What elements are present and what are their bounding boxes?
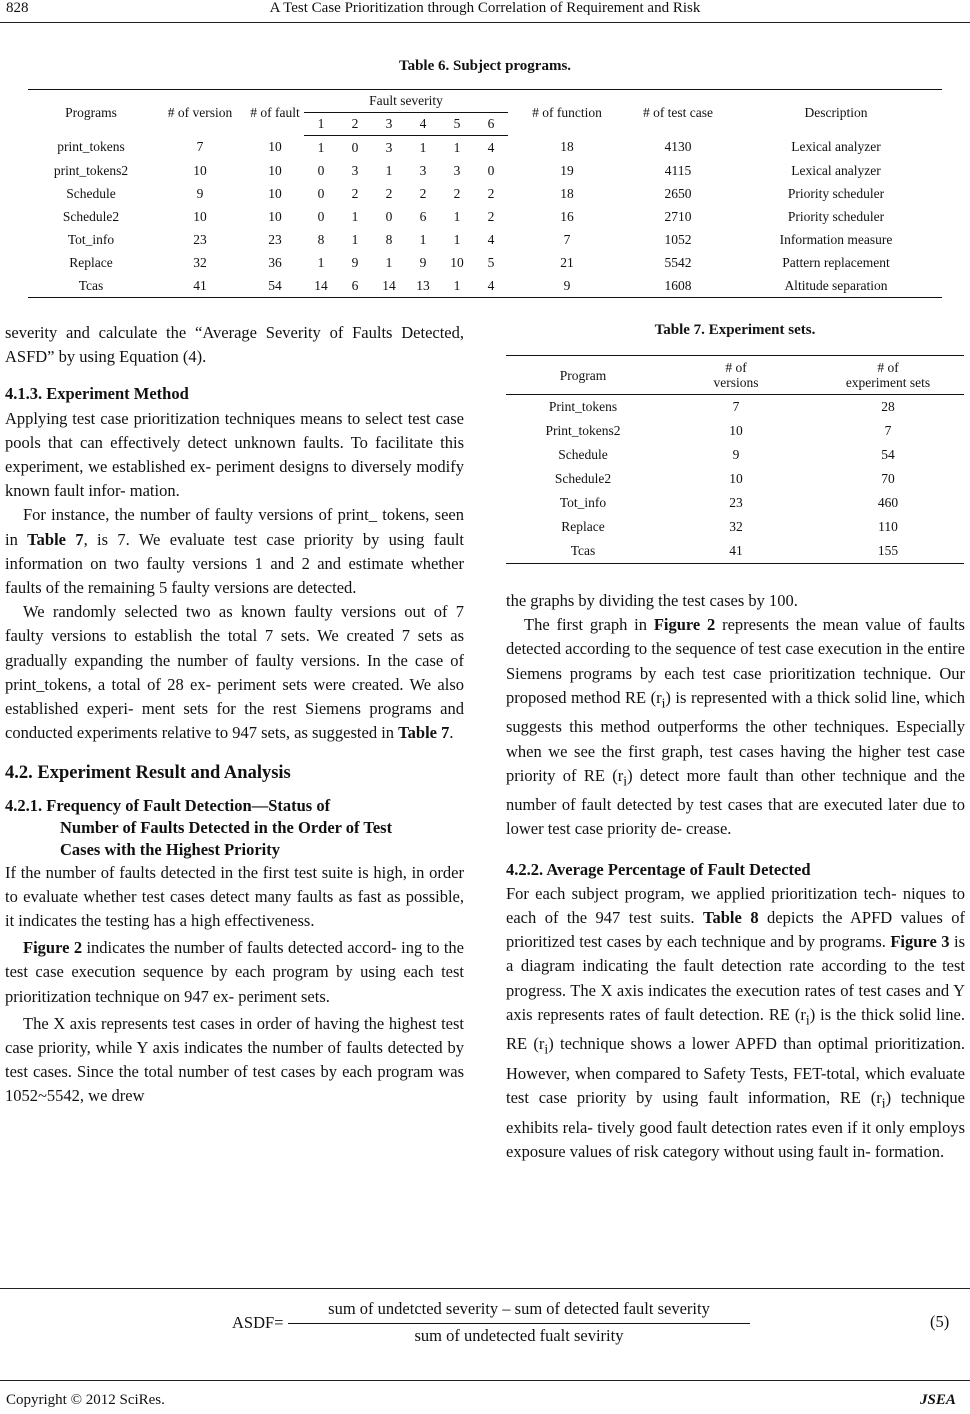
section-4-2-2-heading: 4.2.2. Average Percentage of Fault Detected xyxy=(506,859,811,879)
table-cell: 4 xyxy=(487,139,495,155)
table-cell: 32 xyxy=(729,519,743,534)
copyright: Copyright © 2012 SciRes. xyxy=(6,1392,165,1408)
table7-ref: Table 7 xyxy=(27,529,84,549)
left-para-2: For instance, the number of faulty versions of print_ tokens, seen in Table 7, is 7. We evaluate test case priority by using fault information on two faulty versions 1 and 2 and estimate whether faults of the remaining 5 faulty versions are detected. xyxy=(5,505,464,598)
table-cell: Information measure xyxy=(779,231,893,247)
right-column xyxy=(506,589,965,1164)
table-cell: 2650 xyxy=(664,185,692,201)
table-cell: 5542 xyxy=(664,254,692,270)
table-cell: 7 xyxy=(732,399,740,414)
table-cell: 0 xyxy=(317,162,325,178)
journal-name: JSEA xyxy=(920,1392,956,1408)
table-cell: Print_tokens2 xyxy=(545,423,621,438)
table-cell: 2 xyxy=(351,185,359,201)
table-cell: 70 xyxy=(881,471,895,486)
t6-head-severity: Fault severity xyxy=(304,90,508,113)
table-cell: 6 xyxy=(419,208,427,224)
table-row xyxy=(506,443,964,467)
equation-numerator: sum of undetcted severity – sum of detected fault severity xyxy=(328,1299,710,1318)
table-cell: 3 xyxy=(385,139,393,155)
table-cell: 4115 xyxy=(664,162,692,178)
table-cell: 155 xyxy=(877,543,899,558)
table-cell: 10 xyxy=(193,162,207,178)
figure3-ref: Figure 3 xyxy=(890,932,950,952)
table-cell: Tot_info xyxy=(67,231,115,247)
table-cell: 1608 xyxy=(664,277,692,293)
table-cell: 1 xyxy=(453,277,461,293)
table8-ref: Table 8 xyxy=(703,908,759,928)
table-row xyxy=(28,159,942,182)
table-row xyxy=(28,228,942,251)
table-cell: Priority scheduler xyxy=(787,185,885,201)
table-cell: 2 xyxy=(487,208,495,224)
table-row xyxy=(506,515,964,539)
table-cell: Altitude separation xyxy=(784,277,888,293)
table-cell: 1052 xyxy=(664,231,692,247)
table-cell: 3 xyxy=(419,162,427,178)
t7-head-program: Program xyxy=(506,356,660,395)
table-cell: 23 xyxy=(193,231,207,247)
table-cell: 13 xyxy=(416,277,430,293)
table-cell: 7 xyxy=(196,139,204,155)
table-cell: 0 xyxy=(351,139,359,155)
t6-severity-level: 4 xyxy=(406,113,440,136)
table-cell: 10 xyxy=(268,208,282,224)
table-cell: 1 xyxy=(453,139,461,155)
table-cell: 1 xyxy=(317,254,325,270)
table7-ref-2: Table 7 xyxy=(398,723,450,743)
table-cell: 460 xyxy=(877,495,899,510)
table-cell: Tot_info xyxy=(559,495,607,510)
table-cell: 4 xyxy=(487,231,495,247)
t6-head-testcases: # of test case xyxy=(642,104,714,120)
t7-head-sets: # of experiment sets xyxy=(812,356,964,395)
table-cell: 110 xyxy=(878,519,898,534)
table-row xyxy=(28,136,942,160)
table-cell: Tcas xyxy=(78,277,104,293)
table-cell: Lexical analyzer xyxy=(791,139,881,155)
right-para-1: the graphs by dividing the test cases by 100. xyxy=(506,591,798,610)
table-cell: 16 xyxy=(560,208,574,224)
t6-head-programs: Programs xyxy=(65,104,117,120)
table-cell: 0 xyxy=(317,185,325,201)
table-cell: 10 xyxy=(729,471,743,486)
equation-lhs: ASDF= xyxy=(232,1313,284,1332)
table-cell: 1 xyxy=(351,208,359,224)
fraction-bar xyxy=(288,1323,750,1324)
section-4-2-heading: 4.2. Experiment Result and Analysis xyxy=(5,763,291,784)
table-cell: 9 xyxy=(563,277,571,293)
table-cell: Replace xyxy=(69,254,113,270)
equation-number: (5) xyxy=(930,1312,950,1331)
left-para-6: The X axis represents test cases in order of having the highest test case priority, while Y axis indicates the number of faults detected by test cases. Since the total number of test cases by each program was 1052~5542, we drew xyxy=(5,1013,464,1106)
left-para-0: severity and calculate the “Average Severity of Faults Detected, ASFD” by using Equation (4). xyxy=(5,323,464,367)
table-row xyxy=(506,539,964,564)
left-para-1: Applying test case prioritization techniques means to select test case pools that can effectively detect unknown faults. To facilitate this experiment, we established ex- periment designs to diversely modify known fault infor- mation. xyxy=(5,408,464,501)
t6-head-functions: # of function xyxy=(532,104,602,120)
table-cell: 0 xyxy=(487,162,495,178)
table-cell: 6 xyxy=(351,277,359,293)
page-number: 828 xyxy=(6,0,29,16)
table-cell: 19 xyxy=(560,162,574,178)
table-cell: print_tokens2 xyxy=(53,162,129,178)
right-para-3: For each subject program, we applied prioritization tech- niques to each of the 947 test suits. Table 8 depicts the APFD values of prioritized test cases by each technique and by programs. Figure 3 is a diagram indicating the fault detection rate according to the test progress. The X axis indicates the execution rates of test cases and Y axis represents rates of fault detection. RE $(r_i)$ is the thick solid line. RE $(r_i)$ technique shows a lower APFD than optimal prioritization. However, when compared to Safety Tests, FET-total, which evaluate test case priority by using fault information, RE $(r_i)$ technique exhibits rela- tively good fault detection rates even if it only employs exposure values of risk category without using fault in- formation. xyxy=(506,883,966,1161)
table6 xyxy=(28,89,942,298)
table-cell: 1 xyxy=(453,208,461,224)
table-row xyxy=(506,395,964,420)
left-column xyxy=(5,321,464,1109)
figure2-ref: Figure 2 xyxy=(23,938,83,958)
table-cell: 23 xyxy=(729,495,743,510)
table-cell: 54 xyxy=(268,277,282,293)
table-cell: 10 xyxy=(193,208,207,224)
table-cell: 32 xyxy=(193,254,207,270)
table-cell: 9 xyxy=(351,254,359,270)
table-cell: 54 xyxy=(881,447,895,462)
table-cell: 2 xyxy=(453,185,461,201)
table-cell: Priority scheduler xyxy=(787,208,885,224)
table-cell: 21 xyxy=(560,254,574,270)
t6-head-versions: # of version xyxy=(167,104,233,120)
table-cell: 4130 xyxy=(664,139,692,155)
table-cell: 18 xyxy=(560,139,574,155)
left-para-3: We randomly selected two as known faulty versions out of 7 faulty versions to establish the total 7 sets. We created 7 sets as gradually expanding the number of faulty versions. In the case of print_tokens, a total of 28 ex- periment sets were created. We also established experi- ment sets for the rest Siemens programs and conducted experiments relative to 947 sets, as suggested in Table 7. xyxy=(5,602,464,743)
table-cell: 8 xyxy=(385,231,393,247)
table-cell: Replace xyxy=(561,519,605,534)
table-row xyxy=(28,251,942,274)
table-cell: 10 xyxy=(268,162,282,178)
table-cell: 10 xyxy=(450,254,464,270)
equation-rule xyxy=(0,1288,970,1289)
figure2-ref-right: Figure 2 xyxy=(653,615,716,635)
t7-head-versions: # of versions xyxy=(660,356,812,395)
table-cell: 0 xyxy=(385,208,393,224)
table-cell: 2 xyxy=(385,185,393,201)
table-cell: 9 xyxy=(196,185,204,201)
table-cell: 8 xyxy=(317,231,325,247)
table-cell: 41 xyxy=(193,277,207,293)
table-cell: 9 xyxy=(419,254,427,270)
table-cell: 14 xyxy=(382,277,396,293)
table-cell: 2710 xyxy=(664,208,692,224)
table-cell: 3 xyxy=(351,162,359,178)
table-cell: 23 xyxy=(268,231,282,247)
table-cell: 10 xyxy=(268,185,282,201)
running-title: A Test Case Prioritization through Correlation of Requirement and Risk xyxy=(269,0,701,16)
table6-caption: Table 6. Subject programs. xyxy=(398,58,572,74)
equation-denominator: sum of undetected fualt sevirity xyxy=(414,1326,624,1345)
table-cell: 18 xyxy=(560,185,574,201)
t6-severity-level: 6 xyxy=(474,113,508,136)
table-row xyxy=(506,491,964,515)
table-cell: 5 xyxy=(487,254,495,270)
table-cell: 10 xyxy=(729,423,743,438)
table-row xyxy=(506,419,964,443)
table-cell: 9 xyxy=(732,447,740,462)
table-cell: 1 xyxy=(453,231,461,247)
table-cell: 10 xyxy=(268,139,282,155)
table-cell: 0 xyxy=(317,208,325,224)
t6-severity-level: 3 xyxy=(372,113,406,136)
t6-severity-level: 1 xyxy=(304,113,338,136)
table-cell: 4 xyxy=(487,277,495,293)
t6-severity-level: 2 xyxy=(338,113,372,136)
table-row xyxy=(506,467,964,491)
table-cell: Schedule2 xyxy=(62,208,120,224)
table-cell: Pattern replacement xyxy=(782,254,890,270)
table-cell: Tcas xyxy=(570,543,596,558)
header-rule xyxy=(0,22,970,23)
table7 xyxy=(506,355,964,564)
table-cell: Schedule xyxy=(66,185,116,201)
table-cell: 1 xyxy=(419,139,427,155)
section-4-1-3-heading: 4.1.3. Experiment Method xyxy=(5,384,189,404)
table-cell: 7 xyxy=(563,231,571,247)
section-4-2-1-heading: 4.2.1. Frequency of Fault Detection—Status of Number of Faults Detected in the Order of Test Cases with the Highest Priority xyxy=(5,795,393,859)
table-cell: 2 xyxy=(419,185,427,201)
table-cell: 36 xyxy=(268,254,282,270)
table7-caption: Table 7. Experiment sets. xyxy=(654,322,816,338)
table-cell: 1 xyxy=(317,139,325,155)
table-cell: 3 xyxy=(453,162,461,178)
table-row xyxy=(28,274,942,298)
table-cell: 14 xyxy=(314,277,328,293)
table-cell: 1 xyxy=(419,231,427,247)
footer-rule xyxy=(0,1380,970,1381)
table-cell: Lexical analyzer xyxy=(791,162,881,178)
left-para-4: If the number of faults detected in the first test suite is high, in order to evaluate whether test cases detect many faults as fast as possible, it indicates the testing has a high effectiveness. xyxy=(5,862,464,931)
table-row xyxy=(28,205,942,228)
table-cell: 28 xyxy=(881,399,895,414)
table-cell: print_tokens xyxy=(57,139,125,155)
t6-severity-level: 5 xyxy=(440,113,474,136)
table-cell: 2 xyxy=(487,185,495,201)
table-cell: 1 xyxy=(385,254,393,270)
t6-head-description: Description xyxy=(804,104,868,120)
table-cell: 7 xyxy=(884,423,892,438)
table-row xyxy=(28,182,942,205)
right-para-2: The first graph in Figure 2 represents the mean value of faults detected according to the sequence of test case execution in the entire Siemens programs by each test case prioritization technique. Our proposed method RE $(r_i)$ is represented with a thick solid line, which suggests this method outperforms the other techniques. Especially when we see the first graph, test cases having the higher test case priority of RE $(r_i)$ detect more fault than other technique and the number of fault detected by test cases that are executed later due to lower test case priority de- crease. xyxy=(506,615,966,839)
table-cell: 1 xyxy=(351,231,359,247)
table-cell: 41 xyxy=(729,543,743,558)
t6-head-faults: # of fault xyxy=(250,104,300,120)
table-cell: Print_tokens xyxy=(548,399,618,414)
left-para-5: Figure 2 indicates the number of faults detected accord- ing to the test case execution sequence by each program by using each test prioritization technique on 947 ex- periment sets. xyxy=(5,938,464,1006)
table-cell: 1 xyxy=(385,162,393,178)
table-cell: Schedule2 xyxy=(554,471,612,486)
table-cell: Schedule xyxy=(558,447,608,462)
